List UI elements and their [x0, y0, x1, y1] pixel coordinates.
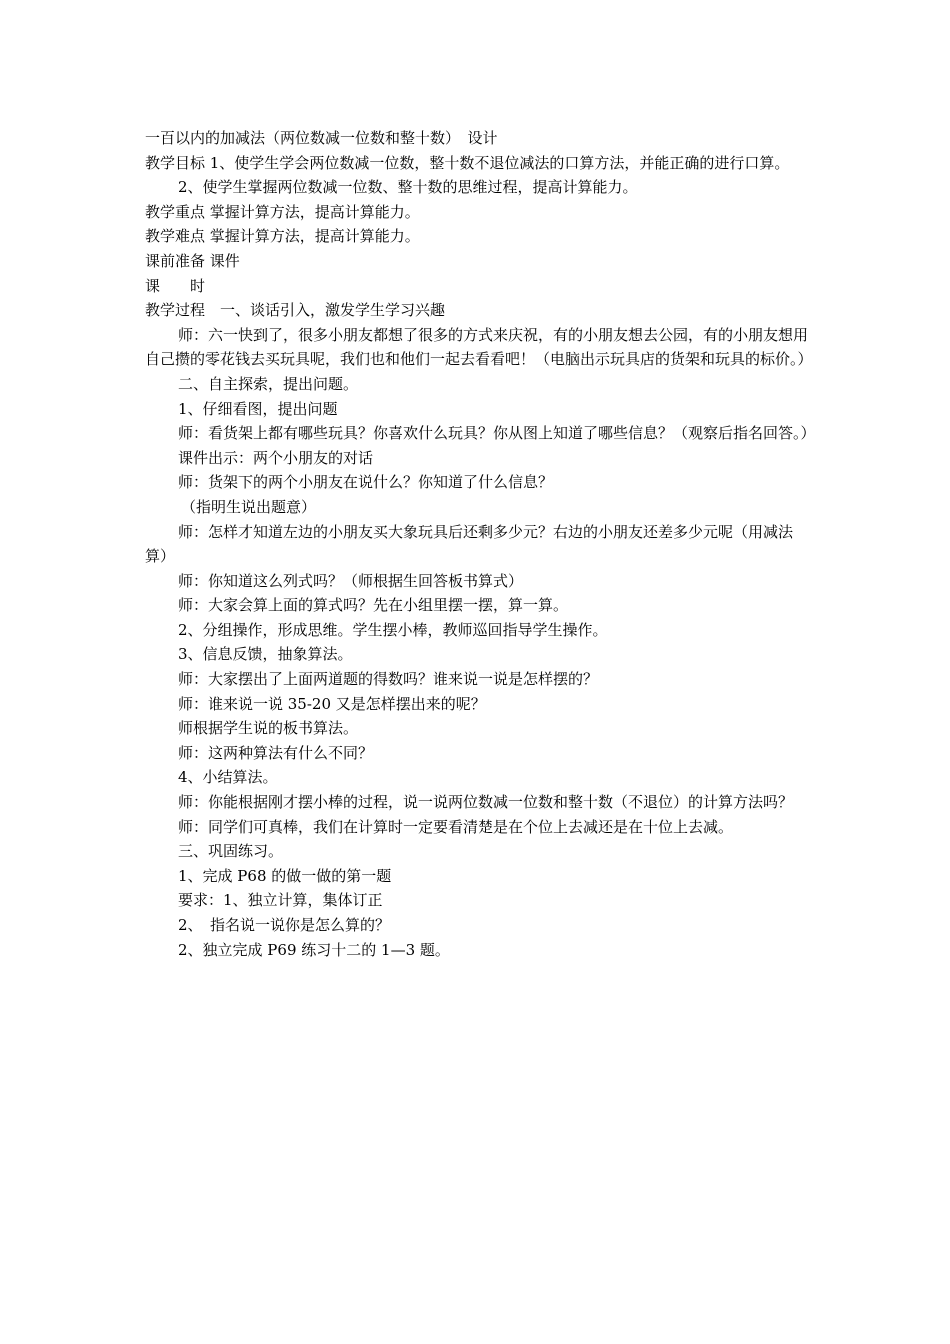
- practice-requirement: 要求：1、独立计算，集体订正: [178, 891, 383, 910]
- paragraph-explain-problem: （指明生说出题意）: [181, 497, 317, 516]
- paragraph-35-minus-20: 师：谁来说一说 35-20 又是怎样摆出来的呢？: [178, 694, 486, 713]
- paragraph-compare-algorithms: 师：这两种算法有什么不同？: [178, 743, 374, 762]
- class-periods: 课 时: [145, 276, 206, 295]
- step-feedback-algorithm: 3、信息反馈，抽象算法。: [178, 645, 353, 664]
- paragraph-write-expression: 师：你知道这么列式吗？（师根据生回答板书算式）: [178, 571, 524, 590]
- section-heading-practice: 三、巩固练习。: [178, 842, 284, 861]
- lesson-plan-text: [145, 126, 816, 962]
- document-title: 一百以内的加减法（两位数减一位数和整十数） 设计: [145, 129, 498, 147]
- practice-item-p69: 2、独立完成 P69 练习十二的 1—3 题。: [178, 940, 450, 959]
- teaching-process-heading: 教学过程 一、谈话引入，激发学生学习兴趣: [145, 301, 446, 320]
- paragraph-summary-question: 师：你能根据刚才摆小棒的过程，说一说两位数减一位数和整十数（不退位）的计算方法吗？: [178, 793, 794, 812]
- class-preparation: 课前准备 课件: [145, 251, 240, 270]
- paragraph-remaining-money: 师：怎样才知道左边的小朋友买大象玩具后还剩多少元？右边的小朋友还差多少元呢（用减法算）: [145, 522, 794, 566]
- paragraph-courseware-dialogue: 课件出示：两个小朋友的对话: [178, 448, 374, 467]
- paragraph-group-calculate: 师：大家会算上面的算式吗？先在小组里摆一摆，算一算。: [178, 596, 569, 615]
- paragraph-children-question: 师：货架下的两个小朋友在说什么？你知道了什么信息？: [178, 473, 554, 492]
- paragraph-shelf-question: 师：看货架上都有哪些玩具？你喜欢什么玩具？你从图上知道了哪些信息？（观察后指名回答。）: [178, 424, 816, 443]
- paragraph-board-algorithm: 师根据学生说的板书算法。: [178, 719, 359, 738]
- teaching-key-point: 教学重点 掌握计算方法，提高计算能力。: [145, 202, 420, 221]
- practice-explain: 2、 指名说一说你是怎么算的？: [178, 916, 391, 934]
- step-group-operation: 2、分组操作，形成思维。学生摆小棒，教师巡回指导学生操作。: [178, 620, 608, 639]
- paragraph-praise: 师：同学们可真棒，我们在计算时一定要看清楚是在个位上去减还是在十位上去减。: [178, 817, 734, 836]
- section-heading-explore: 二、自主探索，提出问题。: [178, 374, 359, 393]
- teaching-difficult-point: 教学难点 掌握计算方法，提高计算能力。: [145, 227, 420, 246]
- paragraph-intro-dialogue: 师：六一快到了，很多小朋友都想了很多的方式来庆祝，有的小朋友想去公园，有的小朋友想用自己攒的零花钱去买玩具呢，我们也和他们一起去看看吧！（电脑出示玩具店的货架和玩具的标价。）: [145, 325, 813, 369]
- paragraph-ask-arrangement: 师：大家摆出了上面两道题的得数吗？谁来说一说是怎样摆的？: [178, 670, 599, 689]
- step-observe-picture: 1、仔细看图，提出问题: [178, 399, 338, 418]
- step-summary: 4、小结算法。: [178, 768, 278, 787]
- teaching-goal-1: 教学目标 1、使学生学会两位数减一位数，整十数不退位减法的口算方法，并能正确的进行口算。: [145, 153, 790, 172]
- teaching-goal-2: 2、使学生掌握两位数减一位数、整十数的思维过程，提高计算能力。: [178, 178, 638, 197]
- practice-item-p68: 1、完成 P68 的做一做的第一题: [178, 866, 392, 885]
